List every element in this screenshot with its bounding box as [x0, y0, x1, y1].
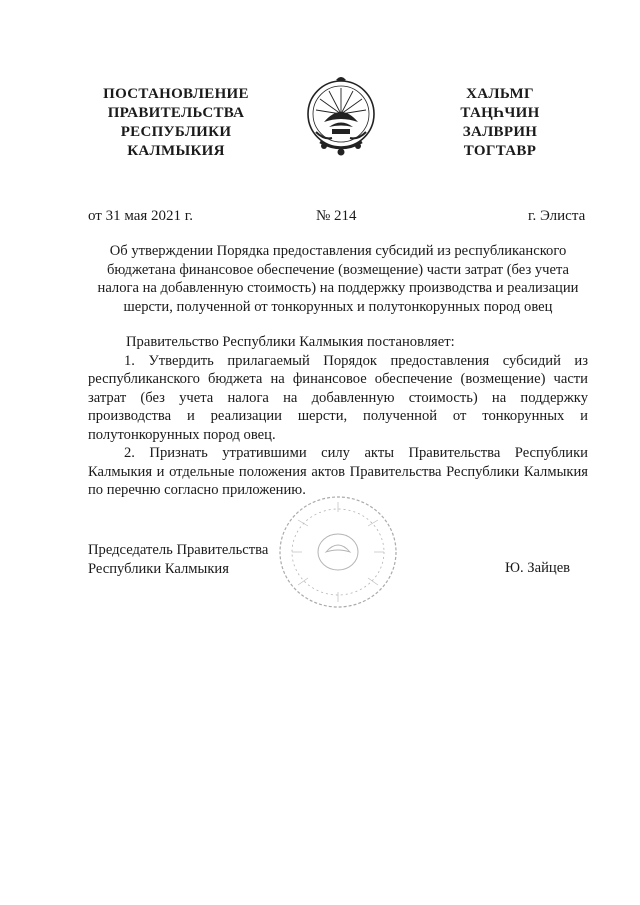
title-line: Об утверждении Порядка предоставления субсидий из республиканского	[109, 243, 567, 259]
header-line: ЗАЛВРИН	[462, 124, 538, 140]
item-2-paragraph: 2. Признать утратившими силу акты Правительства Республики Калмыкия и отдельные положения актов Правительства Республики Калмыкия по перечню согласно приложению.	[88, 445, 588, 498]
item-1-paragraph: 1. Утвердить прилагаемый Порядок предоставления субсидий из республиканского бюджета на финансовое обеспечение (возмещение) части затрат (без учета налога на добавленную стоимость) на поддержку производства и реализации шерсти, полученной от тонкорунных и полутонкорунных пород овец.	[88, 352, 588, 443]
header-line: ПРАВИТЕЛЬСТВА	[107, 105, 245, 121]
document-date: от 31 мая 2021 г.	[88, 208, 194, 224]
signer-position	[88, 541, 268, 579]
document-city: г. Элиста	[528, 208, 586, 224]
title-line: налога на добавленную стоимость) на поддержку производства и реализации	[97, 280, 579, 296]
header-line: РЕСПУБЛИКИ	[120, 124, 232, 140]
title-line: шерсти, полученной от тонкорунных и полутонкорунных пород овец	[123, 298, 553, 315]
intro-paragraph: Правительство Республики Калмыкия постановляет:	[126, 334, 455, 350]
document-number: № 214	[316, 208, 357, 224]
document-title	[88, 242, 588, 316]
header-line: ПОСТАНОВЛЕНИЕ	[103, 86, 249, 102]
header-russian	[86, 85, 266, 161]
signer-position-line: Республики Калмыкия	[88, 561, 229, 577]
document-body	[88, 333, 588, 500]
signer-name: Ю. Зайцев	[505, 560, 571, 576]
title-line: бюджетана финансовое обеспечение (возмещение) части затрат (без учета	[106, 261, 570, 278]
kalmykia-coat-of-arms-icon	[302, 72, 380, 162]
header-line: ТАҢҺЧИН	[460, 105, 540, 121]
official-stamp-icon	[268, 490, 408, 615]
header-line: ХАЛЬМГ	[466, 86, 534, 102]
header-line: КАЛМЫКИЯ	[127, 143, 225, 159]
header-kalmyk	[440, 85, 560, 161]
signer-position-line: Председатель Правительства	[88, 542, 269, 558]
header-line: ТОГТАВР	[463, 143, 537, 159]
